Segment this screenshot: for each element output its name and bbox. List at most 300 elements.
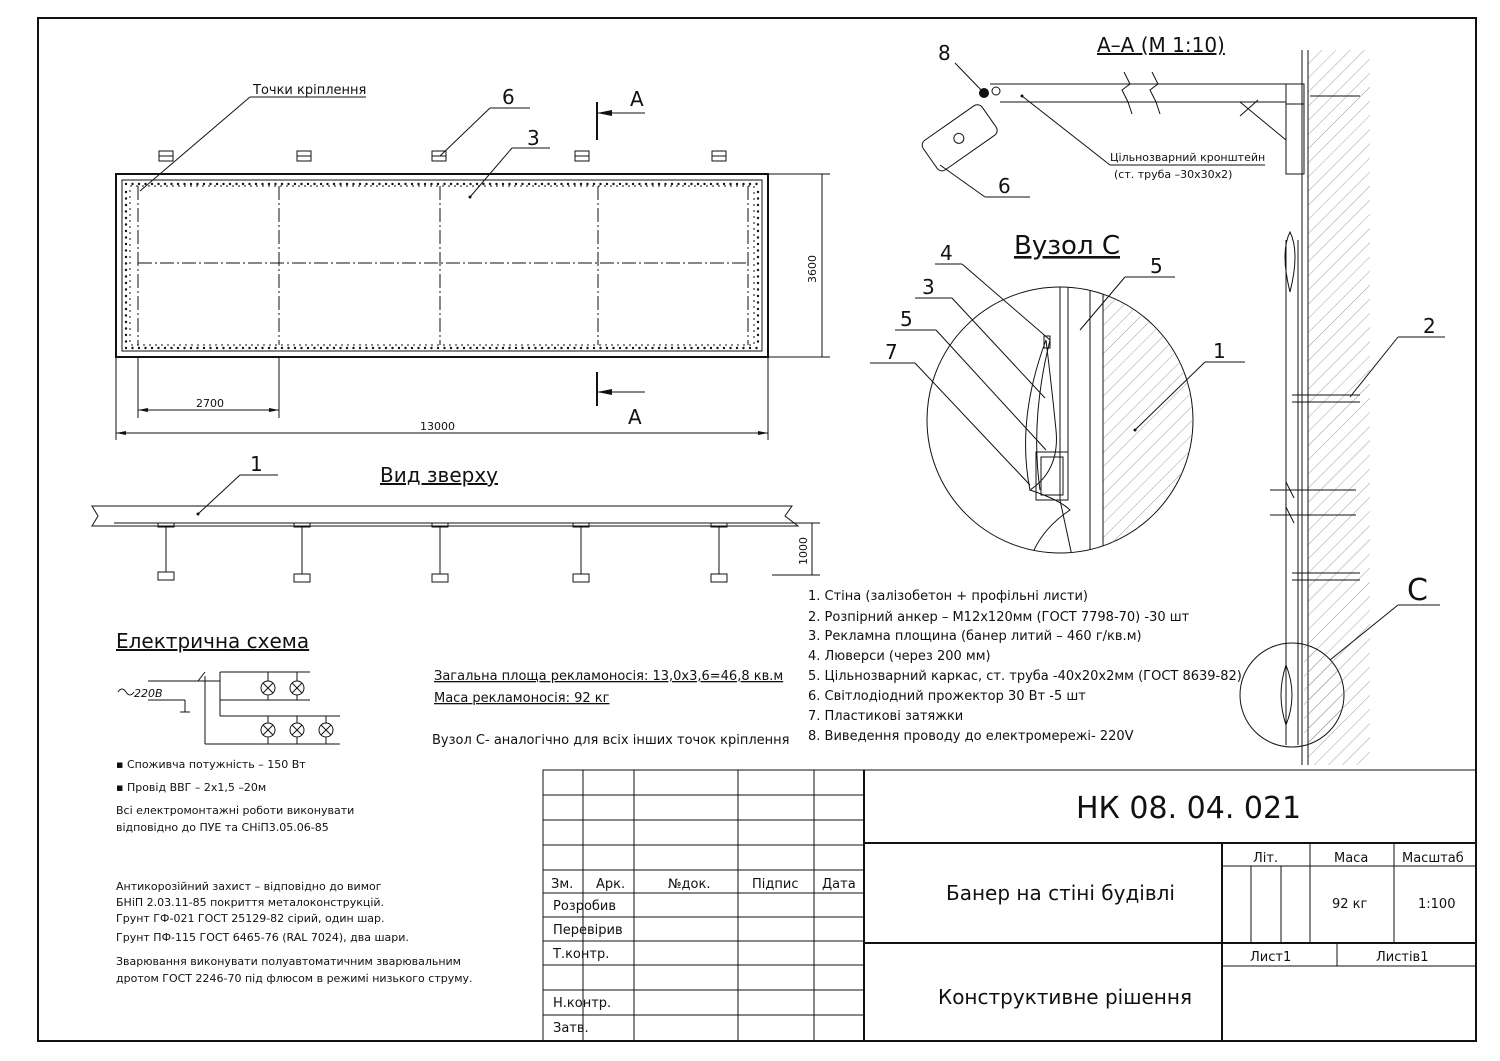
- callout-5-node-right: 5: [1150, 254, 1163, 278]
- grommet-dot: [170, 347, 172, 349]
- grommet-dot: [567, 183, 569, 185]
- callout-4: 4: [940, 241, 953, 265]
- grommet-dot: [417, 183, 419, 185]
- grommet-dot: [151, 183, 153, 185]
- grommet-dot: [757, 308, 759, 310]
- grommet-dot: [757, 334, 759, 336]
- doc-number: НК 08. 04. 021: [1076, 791, 1302, 826]
- grommet-dot: [757, 288, 759, 290]
- grommet-dot: [677, 347, 679, 349]
- grommet-dot: [757, 321, 759, 323]
- dim-3600: 3600: [806, 255, 819, 283]
- grommet-dot: [580, 183, 582, 185]
- grommet-dot: [125, 191, 127, 193]
- grommet-dot: [599, 183, 601, 185]
- grommet-dot: [593, 347, 595, 349]
- grommet-dot: [567, 347, 569, 349]
- grommet-dot: [404, 347, 406, 349]
- grommet-dot: [281, 347, 283, 349]
- grommet-dot: [482, 183, 484, 185]
- grommet-dot: [580, 347, 582, 349]
- grommet-dot: [534, 183, 536, 185]
- note-line: дротом ГОСТ 2246-70 під флюсом в режимі низького струму.: [116, 972, 473, 985]
- callout-8: 8: [938, 41, 951, 65]
- grommet-dot: [625, 183, 627, 185]
- grommet-dot: [398, 183, 400, 185]
- grommet-dot: [632, 183, 634, 185]
- grommet-dot: [138, 183, 140, 185]
- grommet-dot: [697, 183, 699, 185]
- grommet-dot: [677, 183, 679, 185]
- grommet-dot: [346, 347, 348, 349]
- grommet-dot: [757, 230, 759, 232]
- grommet-dot: [125, 183, 127, 185]
- grommet-dot: [125, 249, 127, 251]
- grommet-dot: [255, 347, 257, 349]
- grommet-dot: [359, 183, 361, 185]
- grommet-dot: [645, 183, 647, 185]
- grommet-dot: [339, 347, 341, 349]
- bracket-label-1: Цільнозварний кронштейн: [1110, 151, 1266, 164]
- grommet-dot: [658, 347, 660, 349]
- grommet-dot: [125, 347, 127, 349]
- grommet-dot: [554, 347, 556, 349]
- grommet-dot: [242, 347, 244, 349]
- grommet-dot: [599, 347, 601, 349]
- sheets-total: Листів1: [1376, 950, 1429, 965]
- grommet-dot: [489, 183, 491, 185]
- legend-list: [808, 589, 1242, 744]
- grommet-dot: [547, 183, 549, 185]
- grommet-dot: [716, 183, 718, 185]
- grommet-dot: [638, 183, 640, 185]
- front-view: [116, 83, 830, 440]
- grommet-dot: [430, 347, 432, 349]
- grommet-dot: [209, 183, 211, 185]
- grommet-dot: [515, 183, 517, 185]
- grommet-dot: [554, 183, 556, 185]
- grommet-dot: [125, 295, 127, 297]
- grommet-dot: [294, 347, 296, 349]
- grommet-dot: [261, 347, 263, 349]
- grommet-dot: [723, 183, 725, 185]
- grommet-dot: [274, 347, 276, 349]
- mass-header: Маса: [1334, 851, 1369, 866]
- grommet-dot: [183, 347, 185, 349]
- col-sign: Підпис: [752, 877, 799, 892]
- section-mark-a-bottom: А: [628, 405, 642, 429]
- projector-lamps: [159, 151, 726, 161]
- grommet-dot: [757, 236, 759, 238]
- wire-note: ▪ Провід ВВГ – 2х1,5 –20м: [116, 781, 267, 794]
- grommet-dot: [684, 183, 686, 185]
- title-block: [543, 770, 1476, 1041]
- dim-13000: 13000: [420, 420, 455, 433]
- dim-2700: 2700: [196, 397, 224, 410]
- grommet-dot: [333, 347, 335, 349]
- grommet-dot: [144, 347, 146, 349]
- callout-6-front: 6: [502, 85, 515, 109]
- note-line: Зварювання виконувати полуавтоматичним зварювальним: [116, 955, 461, 968]
- grommet-dot: [463, 183, 465, 185]
- grommet-dot: [125, 243, 127, 245]
- grommet-dot: [372, 183, 374, 185]
- grommet-dot: [625, 347, 627, 349]
- note-line: БНіП 2.03.11-85 покриття металоконструкцій.: [116, 896, 385, 909]
- grommet-dot: [749, 183, 751, 185]
- grommet-dot: [125, 340, 127, 342]
- top-view-title: Вид зверху: [380, 463, 498, 487]
- grommet-dot: [749, 347, 751, 349]
- grommet-dot: [586, 347, 588, 349]
- note-line: Антикорозійний захист – відповідно до вимог: [116, 880, 382, 893]
- grommet-dot: [157, 347, 159, 349]
- grommet-dot: [736, 347, 738, 349]
- grommet-dot: [125, 230, 127, 232]
- grommet-dot: [183, 183, 185, 185]
- bracket-label-2: (ст. труба –30х30х2): [1114, 168, 1233, 181]
- grommet-dot: [651, 347, 653, 349]
- note-line: Грунт ПФ-115 ГОСТ 6465-76 (RAL 7024), два шари.: [116, 931, 409, 944]
- grommet-dot: [742, 183, 744, 185]
- grommet-dot: [138, 347, 140, 349]
- grommet-dot: [560, 183, 562, 185]
- grommet-dot: [710, 183, 712, 185]
- grommet-dot: [757, 217, 759, 219]
- grommet-dot: [755, 183, 757, 185]
- section-title: А–А (М 1:10): [1097, 33, 1225, 57]
- grommet-dot: [125, 314, 127, 316]
- col-doc: №док.: [668, 877, 711, 892]
- grommet-dot: [502, 183, 504, 185]
- scale-header: Масштаб: [1402, 851, 1464, 866]
- grommet-dot: [378, 183, 380, 185]
- grommet-dot: [573, 183, 575, 185]
- grommet-dot: [757, 256, 759, 258]
- legend-item: 6. Світлодіодний прожектор 30 Вт -5 шт: [808, 689, 1086, 704]
- grommet-dot: [729, 347, 731, 349]
- grommet-dot: [385, 347, 387, 349]
- grommet-dot: [190, 183, 192, 185]
- grommet-dot: [352, 347, 354, 349]
- legend-item: 4. Люверси (через 200 мм): [808, 649, 991, 664]
- grommet-dot: [573, 347, 575, 349]
- grommet-dot: [268, 347, 270, 349]
- grommet-dot: [333, 183, 335, 185]
- grommet-dot: [495, 183, 497, 185]
- grommet-dot: [521, 347, 523, 349]
- doc-subtitle: Конструктивне рішення: [938, 985, 1192, 1009]
- grommet-dot: [502, 347, 504, 349]
- grommet-dot: [248, 347, 250, 349]
- grommet-dot: [365, 183, 367, 185]
- grommet-dot: [255, 183, 257, 185]
- grommet-dot: [690, 183, 692, 185]
- grommet-dot: [638, 347, 640, 349]
- grommet-dot: [222, 347, 224, 349]
- row-approved: Затв.: [553, 1021, 589, 1036]
- grommet-dot: [586, 183, 588, 185]
- section-mark-a-top: А: [630, 87, 644, 111]
- voltage-label: 220В: [134, 687, 163, 700]
- grommet-dot: [742, 347, 744, 349]
- grommet-dot: [716, 347, 718, 349]
- grommet-dot: [671, 347, 673, 349]
- grommet-dot: [125, 282, 127, 284]
- attach-points-label: Точки кріплення: [253, 83, 367, 98]
- grommet-dot: [300, 347, 302, 349]
- grommet-dot: [385, 183, 387, 185]
- grommet-dot: [287, 347, 289, 349]
- works-note-1: Всі електромонтажні роботи виконувати: [116, 804, 355, 817]
- grommet-dot: [560, 347, 562, 349]
- area-text: Загальна площа рекламоносія: 13,0х3,6=46,8 кв.м: [434, 669, 784, 684]
- grommet-dot: [729, 183, 731, 185]
- grommet-dot: [757, 269, 759, 271]
- grommet-dot: [664, 183, 666, 185]
- electric-title: Електрична схема: [116, 629, 310, 653]
- scale-value: 1:100: [1418, 897, 1456, 912]
- grommet-dot: [684, 347, 686, 349]
- callout-3-node: 3: [922, 275, 935, 299]
- grommet-dot: [274, 183, 276, 185]
- banner-outline: [116, 174, 768, 357]
- grommet-dot: [307, 347, 309, 349]
- grommet-dot: [326, 183, 328, 185]
- grommet-dot: [125, 197, 127, 199]
- grommet-dot: [125, 334, 127, 336]
- grommet-dot: [757, 327, 759, 329]
- grommet-dot: [424, 183, 426, 185]
- grommet-dot: [177, 183, 179, 185]
- grommet-dot: [547, 347, 549, 349]
- grommet-dot: [125, 269, 127, 271]
- callout-6-section: 6: [998, 174, 1011, 198]
- grommet-dot: [125, 204, 127, 206]
- grommet-dot: [521, 183, 523, 185]
- grommet-dot: [515, 347, 517, 349]
- grommet-dot: [125, 262, 127, 264]
- note-line: Грунт ГФ-021 ГОСТ 25129-82 сірий, один шар.: [116, 912, 385, 925]
- summary: [432, 669, 790, 748]
- col-change: Зм.: [551, 877, 574, 892]
- grommet-dot: [365, 347, 367, 349]
- callout-3-front: 3: [527, 126, 540, 150]
- grommet-dot: [593, 183, 595, 185]
- legend-item: 1. Стіна (залізобетон + профільні листи): [808, 589, 1088, 604]
- grommet-dot: [203, 183, 205, 185]
- grommet-dot: [757, 301, 759, 303]
- grommet-dot: [339, 183, 341, 185]
- grommet-dot: [326, 347, 328, 349]
- grommet-dot: [131, 347, 133, 349]
- grommet-dot: [417, 347, 419, 349]
- grommet-dot: [411, 347, 413, 349]
- grommet-dot: [664, 347, 666, 349]
- grommet-dot: [612, 183, 614, 185]
- row-tcontrol: Т.контр.: [553, 947, 610, 962]
- grommet-dot: [476, 183, 478, 185]
- grommet-dot: [287, 183, 289, 185]
- grommet-dot: [144, 183, 146, 185]
- dim-1000: 1000: [797, 537, 810, 565]
- grommet-dot: [757, 204, 759, 206]
- grommet-dot: [313, 347, 315, 349]
- grommet-dot: [320, 183, 322, 185]
- grommet-dot: [606, 347, 608, 349]
- callout-1-top: 1: [250, 452, 263, 476]
- grommet-dot: [632, 347, 634, 349]
- grommet-dot: [125, 321, 127, 323]
- grommet-dot: [757, 243, 759, 245]
- sheet-number: Лист1: [1250, 950, 1292, 965]
- doc-title: Банер на стіні будівлі: [946, 881, 1175, 905]
- grommet-dot: [125, 327, 127, 329]
- grommet-dot: [352, 183, 354, 185]
- grommet-dot: [703, 347, 705, 349]
- grommet-dot: [443, 347, 445, 349]
- grommet-dot: [476, 347, 478, 349]
- grommet-dot: [242, 183, 244, 185]
- legend-item: 7. Пластикові затяжки: [808, 709, 964, 724]
- grommet-dot: [235, 347, 237, 349]
- legend-item: 2. Розпірний анкер – М12х120мм (ГОСТ 7798-70) -30 шт: [808, 610, 1190, 625]
- grommet-dot: [645, 347, 647, 349]
- lamp-symbols: [261, 681, 333, 737]
- grommet-dots: [125, 183, 759, 349]
- grommet-dot: [463, 347, 465, 349]
- grommet-dot: [723, 347, 725, 349]
- grommet-dot: [268, 183, 270, 185]
- grommet-dot: [489, 347, 491, 349]
- grommet-dot: [307, 183, 309, 185]
- grommet-dot: [541, 183, 543, 185]
- grommet-dot: [235, 183, 237, 185]
- top-view: [92, 452, 820, 582]
- row-developed: Розробив: [553, 899, 617, 914]
- grommet-dot: [703, 183, 705, 185]
- grommet-dot: [736, 183, 738, 185]
- grommet-dot: [125, 210, 127, 212]
- grommet-dot: [619, 183, 621, 185]
- grommet-dot: [690, 347, 692, 349]
- lit-header: Літ.: [1253, 851, 1279, 866]
- grommet-dot: [755, 347, 757, 349]
- grommet-dot: [450, 183, 452, 185]
- callout-7: 7: [885, 340, 898, 364]
- grommet-dot: [697, 347, 699, 349]
- mass-text: Маса рекламоносія: 92 кг: [434, 691, 610, 706]
- grommet-dot: [346, 183, 348, 185]
- top-view-brackets: [158, 523, 727, 582]
- grommet-dot: [170, 183, 172, 185]
- grommet-dot: [229, 347, 231, 349]
- grommet-dot: [456, 183, 458, 185]
- grommet-dot: [757, 295, 759, 297]
- grommet-dot: [534, 347, 536, 349]
- grommet-dot: [508, 347, 510, 349]
- grommet-dot: [757, 275, 759, 277]
- legend-item: 3. Рекламна площина (банер литий – 460 г/кв.м): [808, 629, 1142, 644]
- grommet-dot: [528, 183, 530, 185]
- grommet-dot: [430, 183, 432, 185]
- grommet-dot: [757, 249, 759, 251]
- grommet-dot: [378, 347, 380, 349]
- grommet-dot: [216, 347, 218, 349]
- grommet-dot: [248, 183, 250, 185]
- grommet-dot: [125, 256, 127, 258]
- grommet-dot: [456, 347, 458, 349]
- grommet-dot: [619, 347, 621, 349]
- c-label: С: [1407, 573, 1428, 608]
- works-note-2: відповідно до ПУЕ та СНіП3.05.06-85: [116, 821, 329, 834]
- grommet-dot: [437, 183, 439, 185]
- grommet-dot: [209, 347, 211, 349]
- node-note: Вузол С- аналогічно для всіх інших точок кріплення: [432, 733, 790, 748]
- grommet-dot: [294, 183, 296, 185]
- grommet-dot: [443, 183, 445, 185]
- row-checked: Перевірив: [553, 923, 623, 938]
- grommet-dot: [131, 183, 133, 185]
- grommet-dot: [508, 183, 510, 185]
- callout-1-node: 1: [1213, 339, 1226, 363]
- grommet-dot: [495, 347, 497, 349]
- grommet-dot: [222, 183, 224, 185]
- grommet-dot: [125, 301, 127, 303]
- col-sheet: Арк.: [596, 877, 626, 892]
- general-notes: [116, 880, 473, 985]
- power-note: ▪ Споживча потужність – 150 Вт: [116, 758, 306, 771]
- grommet-dot: [164, 347, 166, 349]
- grommet-dot: [482, 347, 484, 349]
- grommet-dot: [450, 347, 452, 349]
- grommet-dot: [229, 183, 231, 185]
- grommet-dot: [125, 275, 127, 277]
- grommet-dot: [424, 347, 426, 349]
- callout-5-node-left: 5: [900, 307, 913, 331]
- grommet-dot: [281, 183, 283, 185]
- grommet-dot: [469, 183, 471, 185]
- grommet-dot: [125, 308, 127, 310]
- grommet-dot: [757, 282, 759, 284]
- callout-2: 2: [1423, 314, 1436, 338]
- grommet-dot: [398, 347, 400, 349]
- grommet-dot: [757, 197, 759, 199]
- grommet-dot: [157, 183, 159, 185]
- grommet-dot: [125, 288, 127, 290]
- col-date: Дата: [822, 877, 856, 892]
- grommet-dot: [469, 347, 471, 349]
- grommet-dot: [651, 183, 653, 185]
- grommet-dot: [125, 217, 127, 219]
- grommet-dot: [372, 347, 374, 349]
- grommet-dot: [216, 183, 218, 185]
- grommet-dot: [190, 347, 192, 349]
- grommet-dot: [203, 347, 205, 349]
- grommet-dot: [437, 347, 439, 349]
- grommet-dot: [151, 347, 153, 349]
- grommet-dot: [320, 347, 322, 349]
- node-title: Вузол С: [1014, 231, 1120, 261]
- grommet-dot: [757, 314, 759, 316]
- grommet-dot: [757, 223, 759, 225]
- grommet-dot: [757, 210, 759, 212]
- grommet-dot: [196, 183, 198, 185]
- legend-item: 8. Виведення проводу до електромережі- 220V: [808, 729, 1134, 744]
- grommet-dot: [404, 183, 406, 185]
- grommet-dot: [541, 347, 543, 349]
- grommet-dot: [671, 183, 673, 185]
